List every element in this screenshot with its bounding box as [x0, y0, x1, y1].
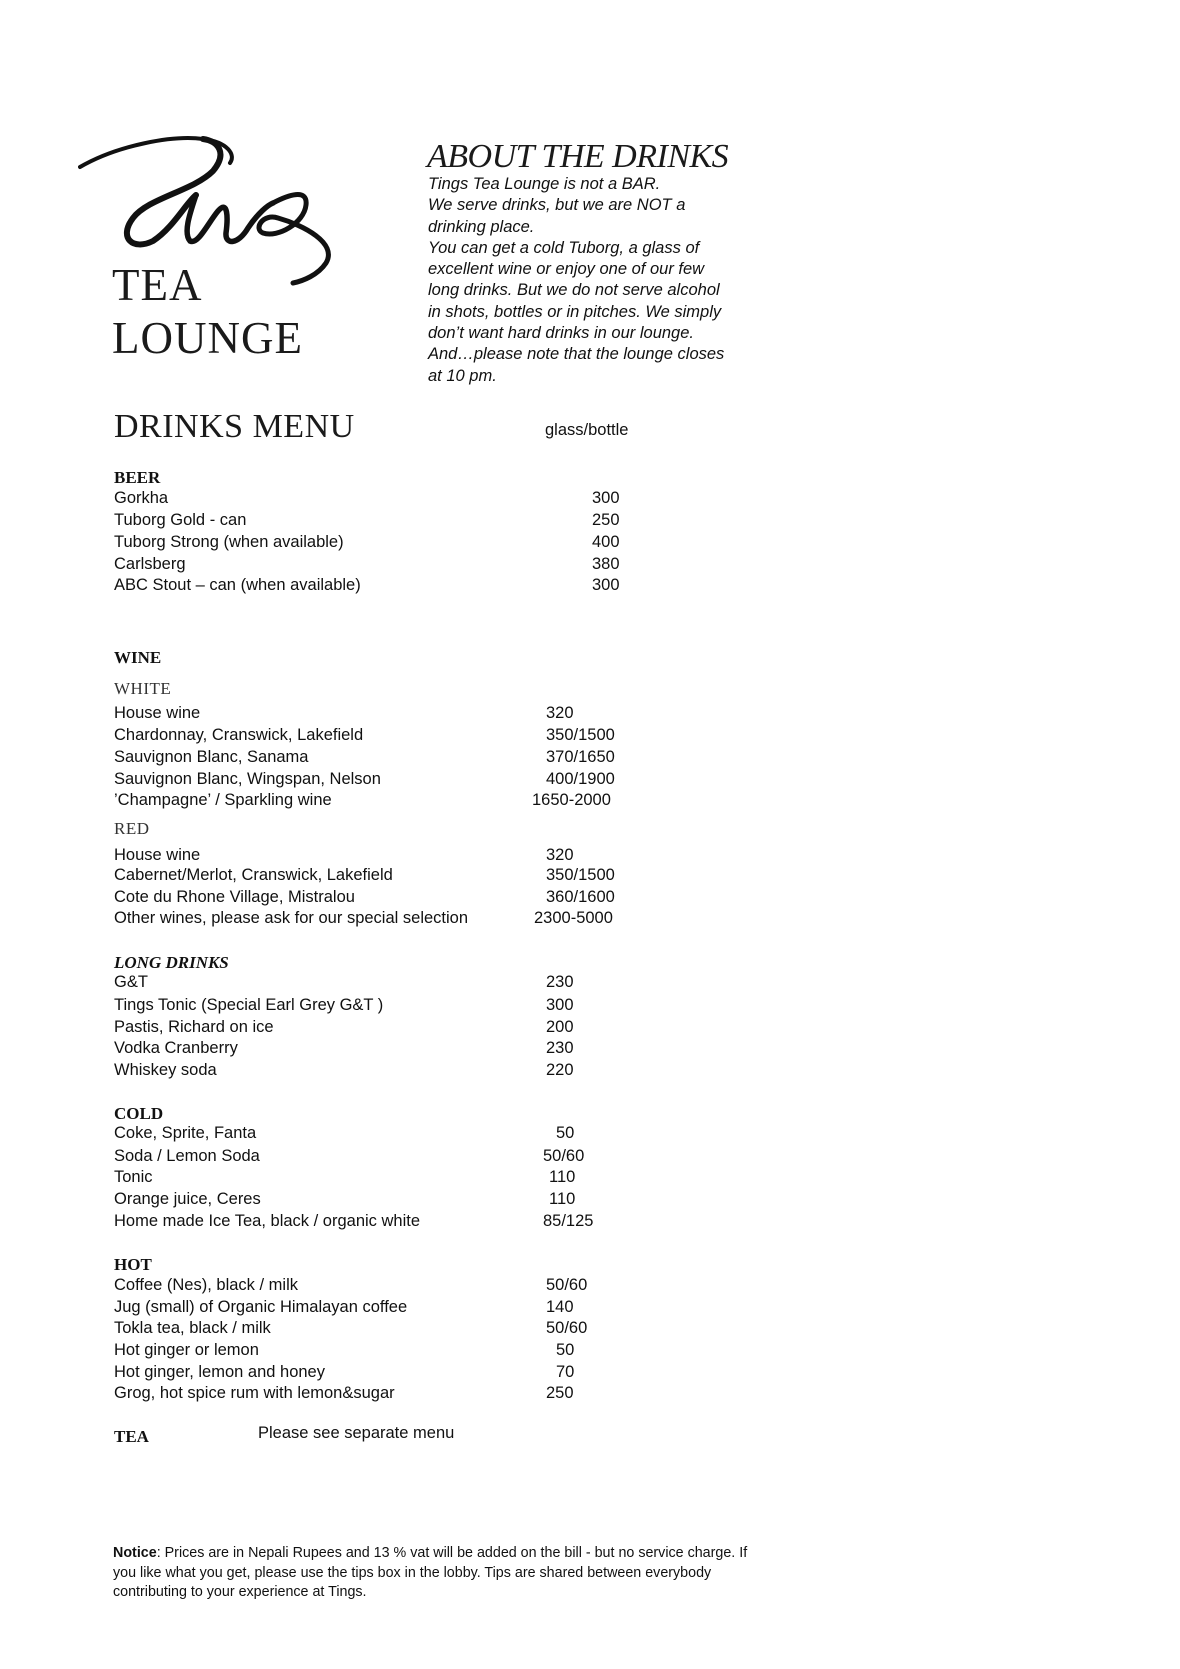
menu-item: Carlsberg 380: [114, 555, 620, 573]
notice: [113, 1544, 753, 1603]
notice-label: Notice: [113, 1545, 157, 1561]
about-line: excellent wine or enjoy one of our few: [428, 260, 705, 279]
menu-item: Orange juice, Ceres 110: [114, 1190, 576, 1208]
menu-item: Vodka Cranberry 230: [114, 1039, 574, 1057]
menu-item: Pastis, Richard on ice 200: [114, 1018, 574, 1036]
menu-item: Tuborg Strong (when available) 400: [114, 533, 620, 551]
menu-item: Hot ginger or lemon 50: [114, 1341, 575, 1359]
about-line: at 10 pm.: [428, 366, 497, 385]
menu-item: Jug (small) of Organic Himalayan coffee 140: [114, 1298, 574, 1316]
about-line: drinking place.: [428, 217, 535, 236]
menu-item: Gorkha 300: [114, 489, 620, 507]
menu-item: Cabernet/Merlot, Cranswick, Lakefield 350/1500: [114, 866, 615, 884]
menu-item: Soda / Lemon Soda 50/60: [114, 1147, 585, 1165]
section-heading-wine: WINE: [114, 648, 162, 667]
menu-item: Tonic 110: [114, 1168, 576, 1186]
about-line: don’t want hard drinks in our lounge.: [428, 324, 694, 343]
menu-title: DRINKS MENU: [114, 408, 355, 445]
menu-item: Home made Ice Tea, black / organic white 85/125: [114, 1212, 594, 1230]
notice-text: : Prices are in Nepali Rupees and 13 % vat will be added on the bill - but no service charge. If you like what you get, please use the tips box in the lobby. Tips are shared between everybody contributing to your experience at Tings.: [113, 1545, 748, 1600]
about-line: We serve drinks, but we are NOT a: [428, 196, 686, 215]
about-line: long drinks. But we do not serve alcohol: [428, 281, 720, 300]
menu-item: House wine 320: [114, 846, 574, 864]
menu-item: Whiskey soda 220: [114, 1061, 574, 1079]
menu-item: House wine 320: [114, 704, 574, 722]
tea-note: Please see separate menu: [258, 1424, 455, 1442]
menu-item: Hot ginger, lemon and honey 70: [114, 1363, 575, 1381]
section-heading-beer: BEER: [114, 468, 161, 487]
menu-item: Tokla tea, black / milk 50/60: [114, 1319, 588, 1337]
logo-text-lounge: LOUNGE: [112, 313, 303, 363]
about-line: Tings Tea Lounge is not a BAR.: [428, 175, 661, 193]
about-line: You can get a cold Tuborg, a glass of: [428, 238, 700, 257]
menu-item: Coke, Sprite, Fanta 50: [114, 1124, 575, 1142]
menu-item: ’Champagne’ / Sparkling wine 1650-2000: [114, 791, 611, 809]
section-heading-long-drinks: LONG DRINKS: [114, 953, 229, 972]
about-text: [428, 174, 768, 387]
menu-item: Sauvignon Blanc, Wingspan, Nelson 400/1900: [114, 770, 615, 788]
about-title: ABOUT THE DRINKS: [427, 138, 729, 175]
menu-item: Grog, hot spice rum with lemon&sugar 250: [114, 1384, 574, 1402]
menu-item: Tuborg Gold - can 250: [114, 511, 620, 529]
section-heading-cold: COLD: [114, 1104, 164, 1123]
section-heading-hot: HOT: [114, 1255, 152, 1274]
section-heading-tea: TEA: [114, 1427, 149, 1446]
about-line: And…please note that the lounge closes: [428, 345, 725, 364]
price-column-header: glass/bottle: [545, 421, 629, 439]
menu-item: Sauvignon Blanc, Sanama 370/1650: [114, 748, 615, 766]
menu-item: ABC Stout – can (when available) 300: [114, 576, 620, 594]
menu-item: Cote du Rhone Village, Mistralou 360/1600: [114, 888, 615, 906]
subheading-white: WHITE: [114, 679, 172, 698]
menu-item: Coffee (Nes), black / milk 50/60: [114, 1276, 588, 1294]
menu-item: Other wines, please ask for our special selection 2300-5000: [114, 909, 613, 927]
subheading-red: RED: [114, 819, 150, 838]
menu-item: Tings Tonic (Special Earl Grey G&T ) 300: [114, 996, 574, 1014]
about-line: in shots, bottles or in pitches. We simply: [428, 302, 722, 321]
menu-item: G&T 230: [114, 973, 574, 991]
menu-item: Chardonnay, Cranswick, Lakefield 350/1500: [114, 726, 615, 744]
logo-text-tea: TEA: [112, 260, 203, 310]
